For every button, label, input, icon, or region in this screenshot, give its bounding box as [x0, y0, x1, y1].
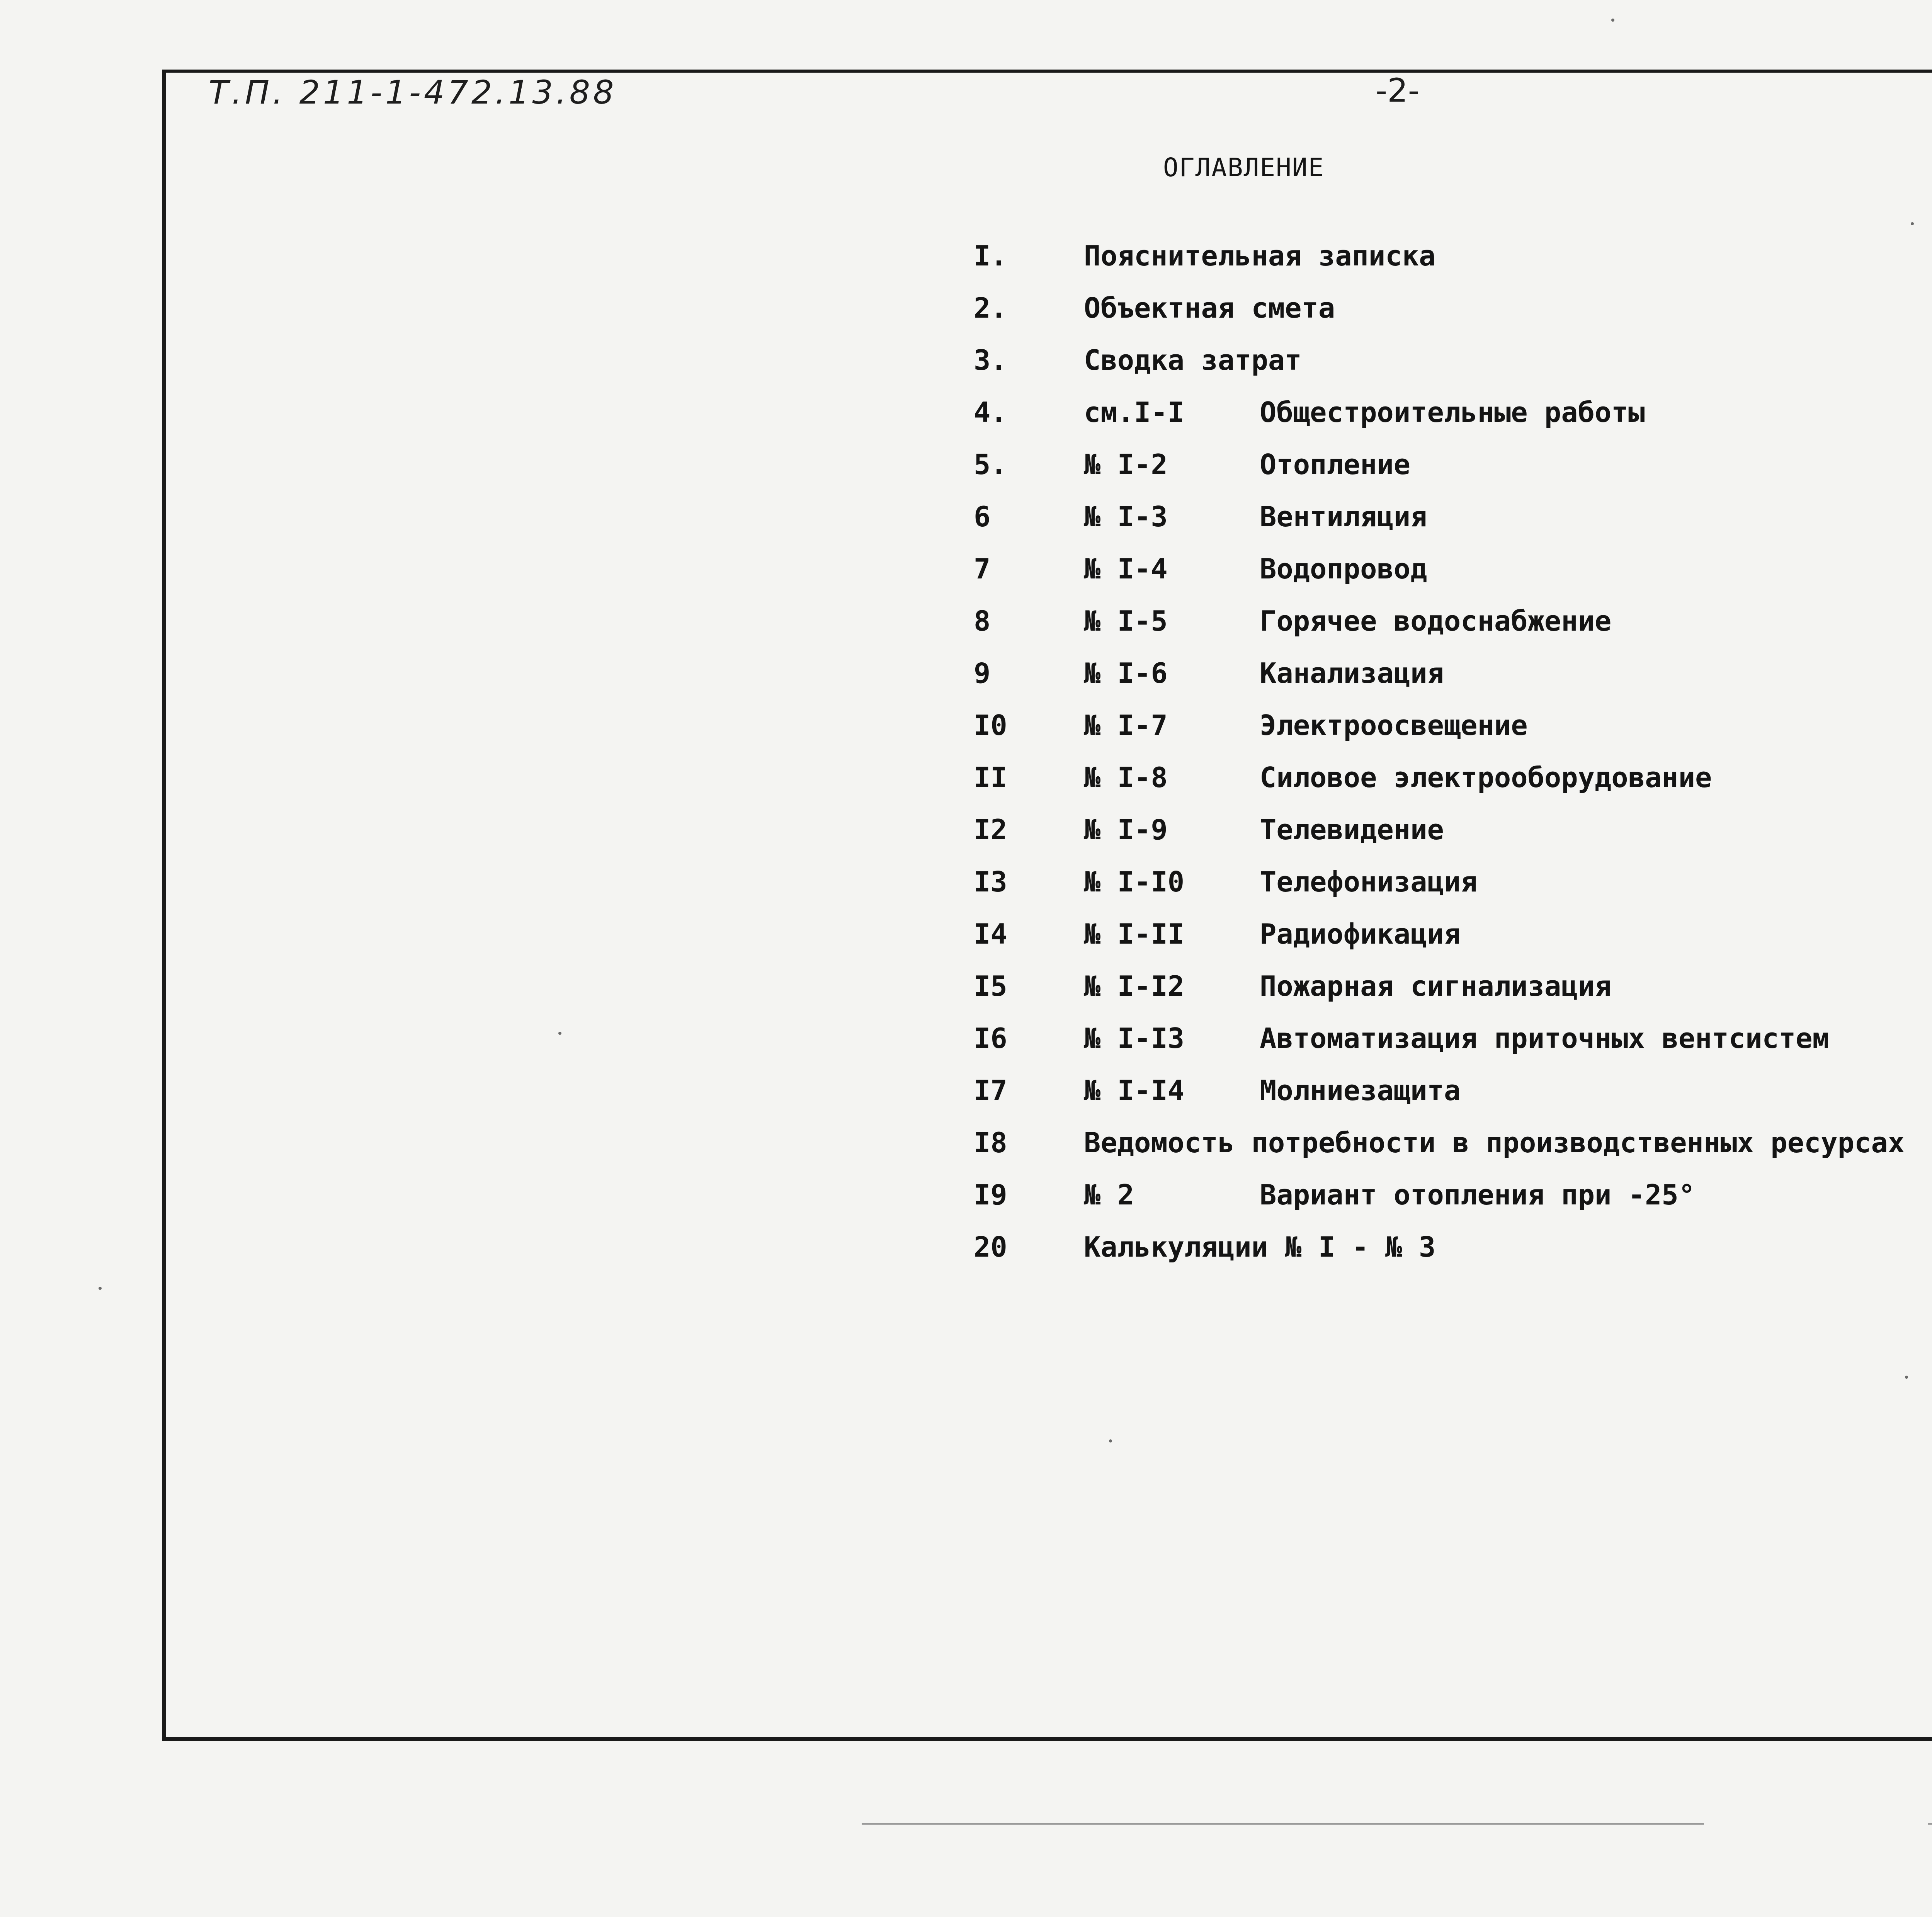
- toc-item-estimate-ref: № I-5: [1084, 605, 1168, 637]
- toc-item-estimate-ref: № I-3: [1084, 500, 1168, 533]
- toc-item-title: Горячее водоснабжение: [1260, 605, 1612, 637]
- toc-item-title: Телевидение: [1260, 813, 1444, 846]
- toc-item-title: Отопление: [1260, 448, 1411, 481]
- toc-item-number: I9: [974, 1179, 1007, 1211]
- toc-item-estimate-ref: № I-I4: [1084, 1074, 1185, 1107]
- scan-rule: [862, 1823, 1704, 1825]
- toc-row: [0, 918, 1932, 970]
- toc-row: [0, 1179, 1932, 1230]
- toc-row: [0, 396, 1932, 448]
- toc-item-title: Ведомость потребности в производственных ресурсах: [1084, 1126, 1905, 1159]
- toc-item-title: Электроосвещение: [1260, 709, 1528, 742]
- toc-item-number: I5: [974, 970, 1007, 1002]
- toc-item-estimate-ref: № I-7: [1084, 709, 1168, 742]
- scan-rule: [1928, 1823, 1932, 1825]
- toc-row: [0, 240, 1932, 291]
- toc-row: [0, 970, 1932, 1022]
- toc-item-number: I6: [974, 1022, 1007, 1055]
- toc-item-title: Сводка затрат: [1084, 344, 1302, 376]
- toc-row: [0, 292, 1932, 344]
- toc-item-title: Пояснительная записка: [1084, 240, 1436, 272]
- toc-item-number: 9: [974, 657, 991, 689]
- toc-item-estimate-ref: № I-8: [1084, 761, 1168, 794]
- toc-row: [0, 709, 1932, 761]
- toc-item-estimate-ref: № I-II: [1084, 918, 1185, 950]
- toc-item-number: I4: [974, 918, 1007, 950]
- toc-item-estimate-ref: № I-I3: [1084, 1022, 1185, 1055]
- toc-item-number: 6: [974, 500, 991, 533]
- toc-row: [0, 1231, 1932, 1283]
- toc-item-estimate-ref: № I-I2: [1084, 970, 1185, 1002]
- toc-row: [0, 1074, 1932, 1126]
- toc-item-number: I.: [974, 240, 1007, 272]
- toc-row: [0, 866, 1932, 917]
- toc-item-title: Общестроительные работы: [1260, 396, 1645, 429]
- toc-row: [0, 657, 1932, 709]
- toc-row: [0, 761, 1932, 813]
- toc-item-estimate-ref: № I-I0: [1084, 866, 1185, 898]
- toc-item-number: 3.: [974, 344, 1007, 376]
- toc-item-number: 2.: [974, 292, 1007, 324]
- toc-item-estimate-ref: № I-6: [1084, 657, 1168, 689]
- scan-speck: [1905, 1376, 1908, 1379]
- toc-row: [0, 448, 1932, 500]
- toc-item-estimate-ref: № I-2: [1084, 448, 1168, 481]
- toc-item-title: Канализация: [1260, 657, 1444, 689]
- toc-item-title: Молниезащита: [1260, 1074, 1461, 1107]
- toc-item-title: Пожарная сигнализация: [1260, 970, 1612, 1002]
- toc-item-number: I0: [974, 709, 1007, 742]
- scan-speck: [558, 1032, 561, 1035]
- toc-row: [0, 1126, 1932, 1178]
- toc-item-title: Телефонизация: [1260, 866, 1478, 898]
- toc-item-title: Объектная смета: [1084, 292, 1335, 324]
- toc-item-estimate-ref: № I-4: [1084, 553, 1168, 585]
- toc-item-title: Вентиляция: [1260, 500, 1427, 533]
- toc-item-title: Силовое электрооборудование: [1260, 761, 1712, 794]
- toc-item-number: 20: [974, 1231, 1007, 1263]
- toc-item-title: Калькуляции № I - № 3: [1084, 1231, 1436, 1263]
- toc-item-number: 5.: [974, 448, 1007, 481]
- toc-item-estimate-ref: № I-9: [1084, 813, 1168, 846]
- toc-item-estimate-ref: № 2: [1084, 1179, 1134, 1211]
- scan-speck: [1611, 19, 1614, 22]
- toc-item-title: Вариант отопления при -25°: [1260, 1179, 1696, 1211]
- toc-row: [0, 500, 1932, 552]
- toc-item-title: Радиофикация: [1260, 918, 1461, 950]
- toc-row: [0, 605, 1932, 657]
- toc-item-title: Водопровод: [1260, 553, 1427, 585]
- toc-row: [0, 553, 1932, 604]
- toc-item-number: I7: [974, 1074, 1007, 1107]
- scan-speck: [1911, 222, 1914, 225]
- page-number: -2-: [1376, 71, 1420, 109]
- toc-item-number: 4.: [974, 396, 1007, 429]
- toc-item-number: I8: [974, 1126, 1007, 1159]
- toc-row: [0, 344, 1932, 396]
- document-code: Т.П. 211-1-472.13.88: [209, 73, 617, 111]
- toc-item-title: Автоматизация приточных вентсистем: [1260, 1022, 1829, 1055]
- toc-row: [0, 813, 1932, 865]
- toc-item-number: I2: [974, 813, 1007, 846]
- scan-speck: [99, 1287, 102, 1290]
- toc-item-number: 8: [974, 605, 991, 637]
- toc-item-number: II: [974, 761, 1007, 794]
- toc-item-estimate-ref: см.I-I: [1084, 396, 1185, 429]
- toc-item-number: 7: [974, 553, 991, 585]
- scan-speck: [1109, 1439, 1112, 1442]
- toc-item-number: I3: [974, 866, 1007, 898]
- toc-title: ОГЛАВЛЕНИЕ: [1163, 153, 1325, 182]
- toc-row: [0, 1022, 1932, 1074]
